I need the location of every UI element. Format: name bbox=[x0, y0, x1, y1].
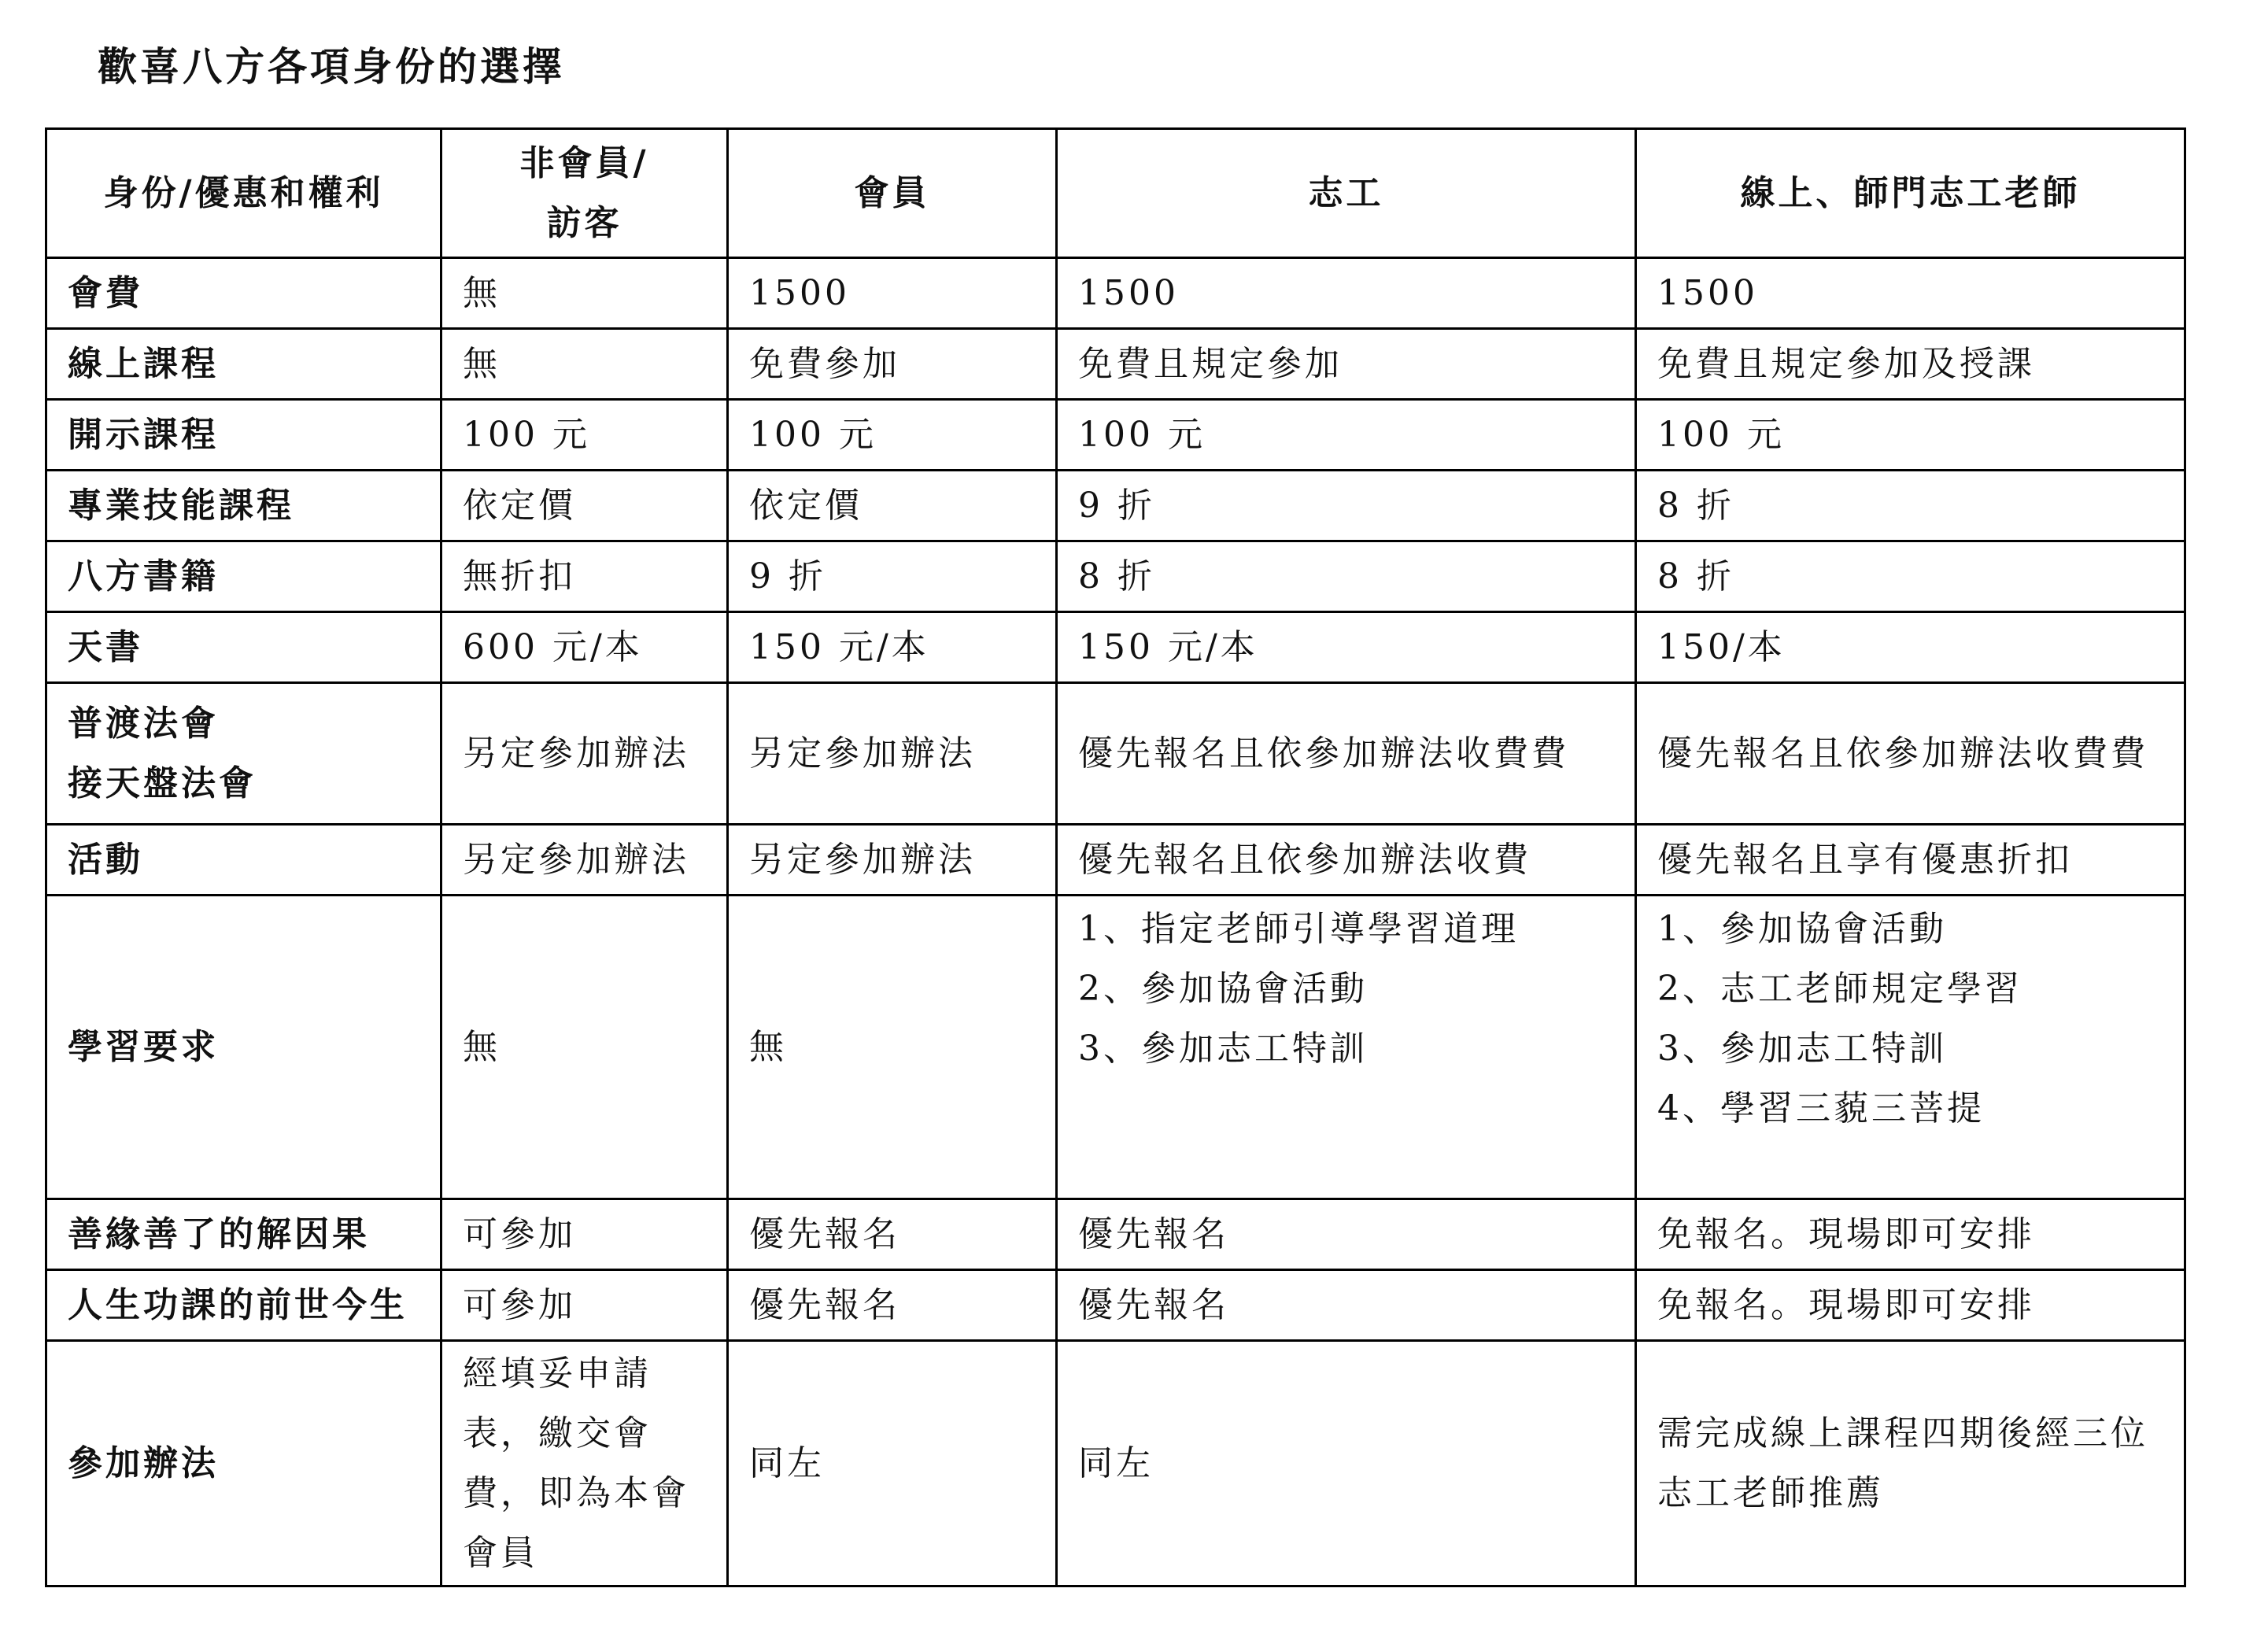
cell-volunteer: 150 元/本 bbox=[1057, 612, 1636, 683]
cell-teacher: 優先報名且享有優惠折扣 bbox=[1636, 825, 2185, 896]
table-row bbox=[46, 683, 2185, 825]
row-label-line: 普渡法會 bbox=[68, 703, 219, 744]
cell-member: 另定參加辦法 bbox=[728, 683, 1057, 825]
row-label: 人生功課的前世今生 bbox=[46, 1270, 441, 1341]
table-row bbox=[46, 471, 2185, 541]
cell-teacher: 8 折 bbox=[1636, 541, 2185, 612]
cell-nonmember bbox=[441, 1341, 728, 1586]
row-label: 八方書籍 bbox=[46, 541, 441, 612]
cell-volunteer: 9 折 bbox=[1057, 471, 1636, 541]
cell-teacher: 免報名。現場即可安排 bbox=[1636, 1199, 2185, 1270]
cell-member: 依定價 bbox=[728, 471, 1057, 541]
cell-member: 同左 bbox=[728, 1341, 1057, 1586]
table-row bbox=[46, 896, 2185, 1199]
list-item: 1、參加協會活動 bbox=[1657, 909, 1947, 949]
table-row bbox=[46, 1270, 2185, 1341]
cell-teacher: 8 折 bbox=[1636, 471, 2185, 541]
cell-line: 會員 bbox=[463, 1532, 538, 1573]
cell-line: 表，繳交會 bbox=[463, 1413, 652, 1453]
row-label: 天書 bbox=[46, 612, 441, 683]
cell-volunteer: 優先報名且依參加辦法收費費 bbox=[1057, 683, 1636, 825]
table-row bbox=[46, 541, 2185, 612]
cell-teacher: 優先報名且依參加辦法收費費 bbox=[1636, 683, 2185, 825]
cell-member: 1500 bbox=[728, 258, 1057, 329]
cell-nonmember: 600 元/本 bbox=[441, 612, 728, 683]
cell-nonmember: 無 bbox=[441, 258, 728, 329]
cell-nonmember: 無 bbox=[441, 329, 728, 400]
cell-teacher: 免費且規定參加及授課 bbox=[1636, 329, 2185, 400]
table-row bbox=[46, 400, 2185, 471]
cell-line: 需完成線上課程四期後經三位 bbox=[1657, 1413, 2148, 1453]
cell-teacher: 免報名。現場即可安排 bbox=[1636, 1270, 2185, 1341]
header-teacher: 線上、師門志工老師 bbox=[1636, 129, 2185, 258]
cell-nonmember: 可參加 bbox=[441, 1199, 728, 1270]
cell-nonmember: 無折扣 bbox=[441, 541, 728, 612]
header-nonmember bbox=[441, 129, 728, 258]
cell-nonmember: 100 元 bbox=[441, 400, 728, 471]
cell-teacher bbox=[1636, 896, 2185, 1199]
header-identity-benefits: 身份/優惠和權利 bbox=[46, 129, 441, 258]
cell-volunteer bbox=[1057, 896, 1636, 1199]
cell-volunteer: 優先報名且依參加辦法收費 bbox=[1057, 825, 1636, 896]
cell-teacher: 1500 bbox=[1636, 258, 2185, 329]
cell-volunteer: 優先報名 bbox=[1057, 1199, 1636, 1270]
row-label: 會費 bbox=[46, 258, 441, 329]
cell-volunteer: 100 元 bbox=[1057, 400, 1636, 471]
cell-volunteer: 優先報名 bbox=[1057, 1270, 1636, 1341]
list-item: 2、參加協會活動 bbox=[1078, 969, 1368, 1009]
list-item: 3、參加志工特訓 bbox=[1657, 1029, 1947, 1069]
cell-member: 100 元 bbox=[728, 400, 1057, 471]
cell-teacher: 100 元 bbox=[1636, 400, 2185, 471]
cell-nonmember: 無 bbox=[441, 896, 728, 1199]
table-row bbox=[46, 329, 2185, 400]
cell-nonmember: 可參加 bbox=[441, 1270, 728, 1341]
row-label bbox=[46, 683, 441, 825]
list-item: 3、參加志工特訓 bbox=[1078, 1029, 1368, 1069]
row-label: 活動 bbox=[46, 825, 441, 896]
page-title: 歡喜八方各項身份的選擇 bbox=[98, 43, 565, 90]
cell-member: 優先報名 bbox=[728, 1199, 1057, 1270]
row-label: 專業技能課程 bbox=[46, 471, 441, 541]
header-nonmember-line: 訪客 bbox=[546, 202, 622, 243]
cell-teacher: 150/本 bbox=[1636, 612, 2185, 683]
cell-teacher bbox=[1636, 1341, 2185, 1586]
header-volunteer: 志工 bbox=[1057, 129, 1636, 258]
table-row bbox=[46, 258, 2185, 329]
row-label: 線上課程 bbox=[46, 329, 441, 400]
table-header-row bbox=[46, 129, 2185, 258]
cell-member: 優先報名 bbox=[728, 1270, 1057, 1341]
identity-benefits-table bbox=[45, 127, 2186, 1587]
cell-member: 無 bbox=[728, 896, 1057, 1199]
row-label: 開示課程 bbox=[46, 400, 441, 471]
header-member: 會員 bbox=[728, 129, 1057, 258]
row-label-line: 接天盤法會 bbox=[68, 763, 257, 803]
table-row bbox=[46, 612, 2185, 683]
cell-member: 150 元/本 bbox=[728, 612, 1057, 683]
cell-member: 免費參加 bbox=[728, 329, 1057, 400]
row-label: 學習要求 bbox=[46, 896, 441, 1199]
cell-line: 志工老師推薦 bbox=[1657, 1472, 1884, 1513]
list-item: 1、指定老師引導學習道理 bbox=[1078, 909, 1519, 949]
cell-volunteer: 1500 bbox=[1057, 258, 1636, 329]
cell-member: 另定參加辦法 bbox=[728, 825, 1057, 896]
cell-nonmember: 另定參加辦法 bbox=[441, 825, 728, 896]
cell-volunteer: 8 折 bbox=[1057, 541, 1636, 612]
row-label: 善緣善了的解因果 bbox=[46, 1199, 441, 1270]
cell-nonmember: 另定參加辦法 bbox=[441, 683, 728, 825]
list-item: 2、志工老師規定學習 bbox=[1657, 969, 2022, 1009]
cell-volunteer: 同左 bbox=[1057, 1341, 1636, 1586]
header-nonmember-line: 非會員/ bbox=[519, 142, 649, 183]
table-row bbox=[46, 1341, 2185, 1586]
cell-volunteer: 免費且規定參加 bbox=[1057, 329, 1636, 400]
table-row bbox=[46, 1199, 2185, 1270]
cell-line: 費，即為本會 bbox=[463, 1472, 689, 1513]
cell-line: 經填妥申請 bbox=[463, 1353, 652, 1394]
row-label: 參加辦法 bbox=[46, 1341, 441, 1586]
table-row bbox=[46, 825, 2185, 896]
cell-nonmember: 依定價 bbox=[441, 471, 728, 541]
list-item: 4、學習三藐三菩提 bbox=[1657, 1088, 1985, 1128]
cell-member: 9 折 bbox=[728, 541, 1057, 612]
